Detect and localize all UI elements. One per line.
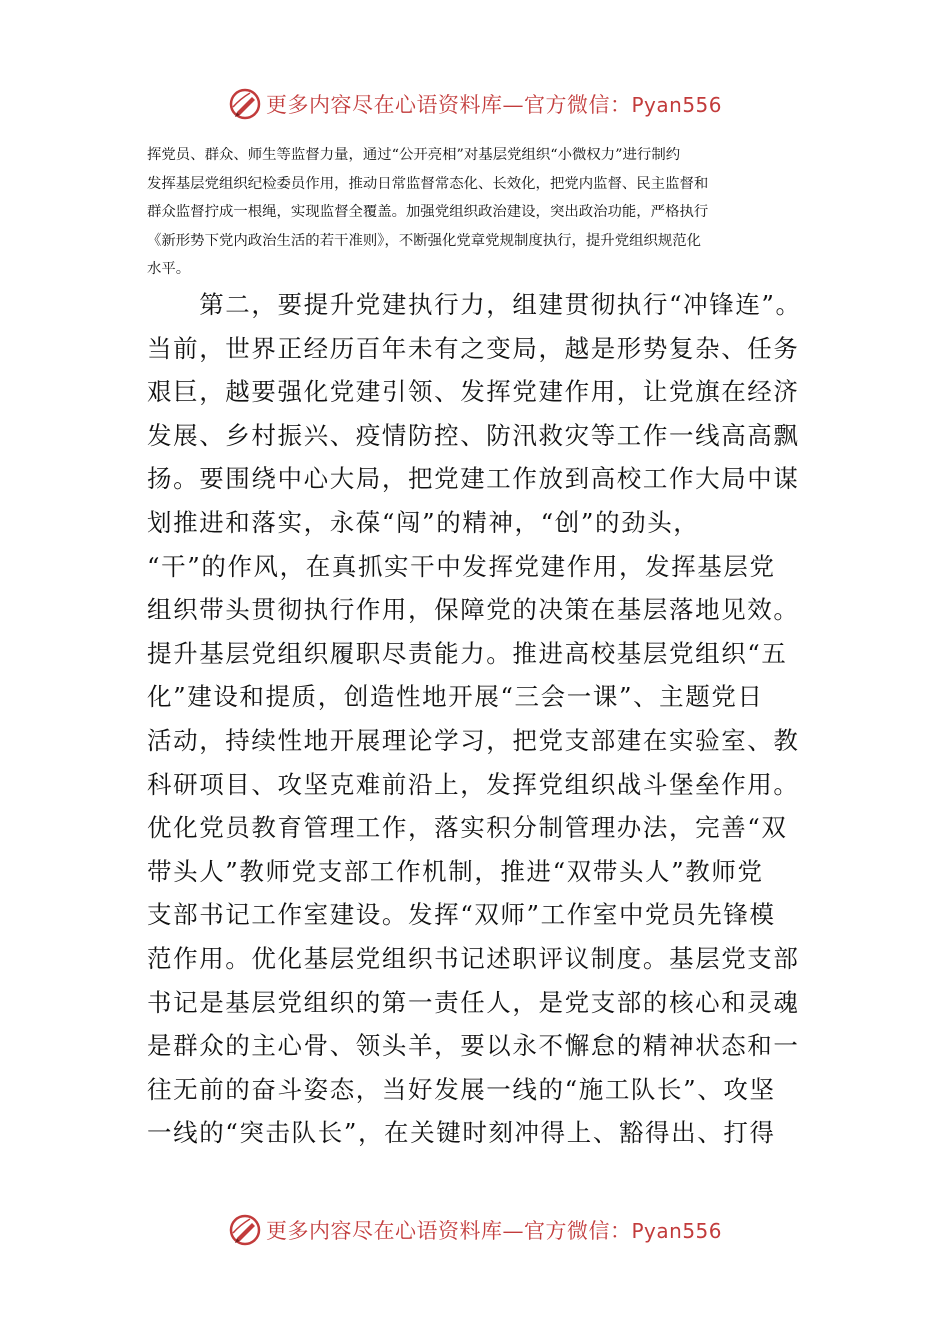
text-line: 优化党员教育管理工作，落实积分制管理办法，完善“双 (147, 813, 788, 843)
text-line: 扬。要围绕中心大局，把党建工作放到高校工作大局中谋 (147, 464, 800, 494)
text-line: 挥党员、群众、师生等监督力量，通过“公开亮相”对基层党组织“小微权力”进行制约 (147, 147, 681, 163)
text-line: 水平。 (147, 261, 191, 277)
text-line: 第二，要提升党建执行力，组建贯彻执行“冲锋连”。 (147, 290, 802, 319)
text-line: 一线的“突击队长”，在关键时刻冲得上、豁得出、打得 (147, 1118, 776, 1148)
text-line: 提升基层党组织履职尽责能力。推进高校基层党组织“五 (147, 638, 788, 668)
text-line: 书记是基层党组织的第一责任人，是党支部的核心和灵魂 (147, 987, 800, 1017)
text-line: 艰巨，越要强化党建引领、发挥党建作用，让党旗在经济 (147, 377, 800, 407)
text-line: 发挥基层党组织纪检委员作用，推动日常监督常态化、长效化，把党内监督、民主监督和 (147, 175, 709, 192)
text-line: 带头人”教师党支部工作机制，推进“双带头人”教师党 (147, 856, 764, 886)
text-line: 划推进和落实，永葆“闯”的精神，“创”的劲头， (147, 507, 700, 537)
pen-logo-icon (228, 1213, 262, 1247)
text-line: 发展、乡村振兴、疫情防控、防汛救灾等工作一线高高飘 (147, 420, 800, 450)
text-line: 范作用。优化基层党组织书记述职评议制度。基层党支部 (147, 943, 800, 973)
intro-paragraph (147, 141, 807, 284)
text-line: 是群众的主心骨、领头羊，要以永不懈怠的精神状态和一 (147, 1031, 800, 1061)
header-banner-text: 更多内容尽在心语资料库—官方微信：Pyan556 (265, 93, 722, 117)
text-line: 化”建设和提质，创造性地开展“三会一课”、主题党日 (147, 682, 764, 712)
text-line: 往无前的奋斗姿态，当好发展一线的“施工队长”、攻坚 (147, 1074, 776, 1104)
text-line: 支部书记工作室建设。发挥“双师”工作室中党员先锋模 (147, 900, 776, 930)
text-line: 群众监督拧成一根绳，实现监督全覆盖。加强党组织政治建设，突出政治功能，严格执行 (147, 204, 709, 220)
header-banner (0, 84, 950, 124)
footer-banner (0, 1210, 950, 1250)
text-line: 《新形势下党内政治生活的若干准则》，不断强化党章党规制度执行，提升党组织规范化 (147, 232, 702, 249)
text-line: 活动，持续性地开展理论学习，把党支部建在实验室、教 (147, 725, 800, 755)
pen-logo-icon (228, 87, 262, 121)
text-line: 组织带头贯彻执行作用，保障党的决策在基层落地见效。 (147, 595, 800, 625)
footer-banner-text: 更多内容尽在心语资料库—官方微信：Pyan556 (265, 1219, 722, 1243)
text-line: “干”的作风，在真抓实干中发挥党建作用，发挥基层党 (147, 551, 776, 581)
text-line: 当前，世界正经历百年未有之变局，越是形势复杂、任务 (147, 333, 800, 363)
main-paragraph (147, 283, 807, 1155)
text-line: 科研项目、攻坚克难前沿上，发挥党组织战斗堡垒作用。 (147, 769, 800, 799)
